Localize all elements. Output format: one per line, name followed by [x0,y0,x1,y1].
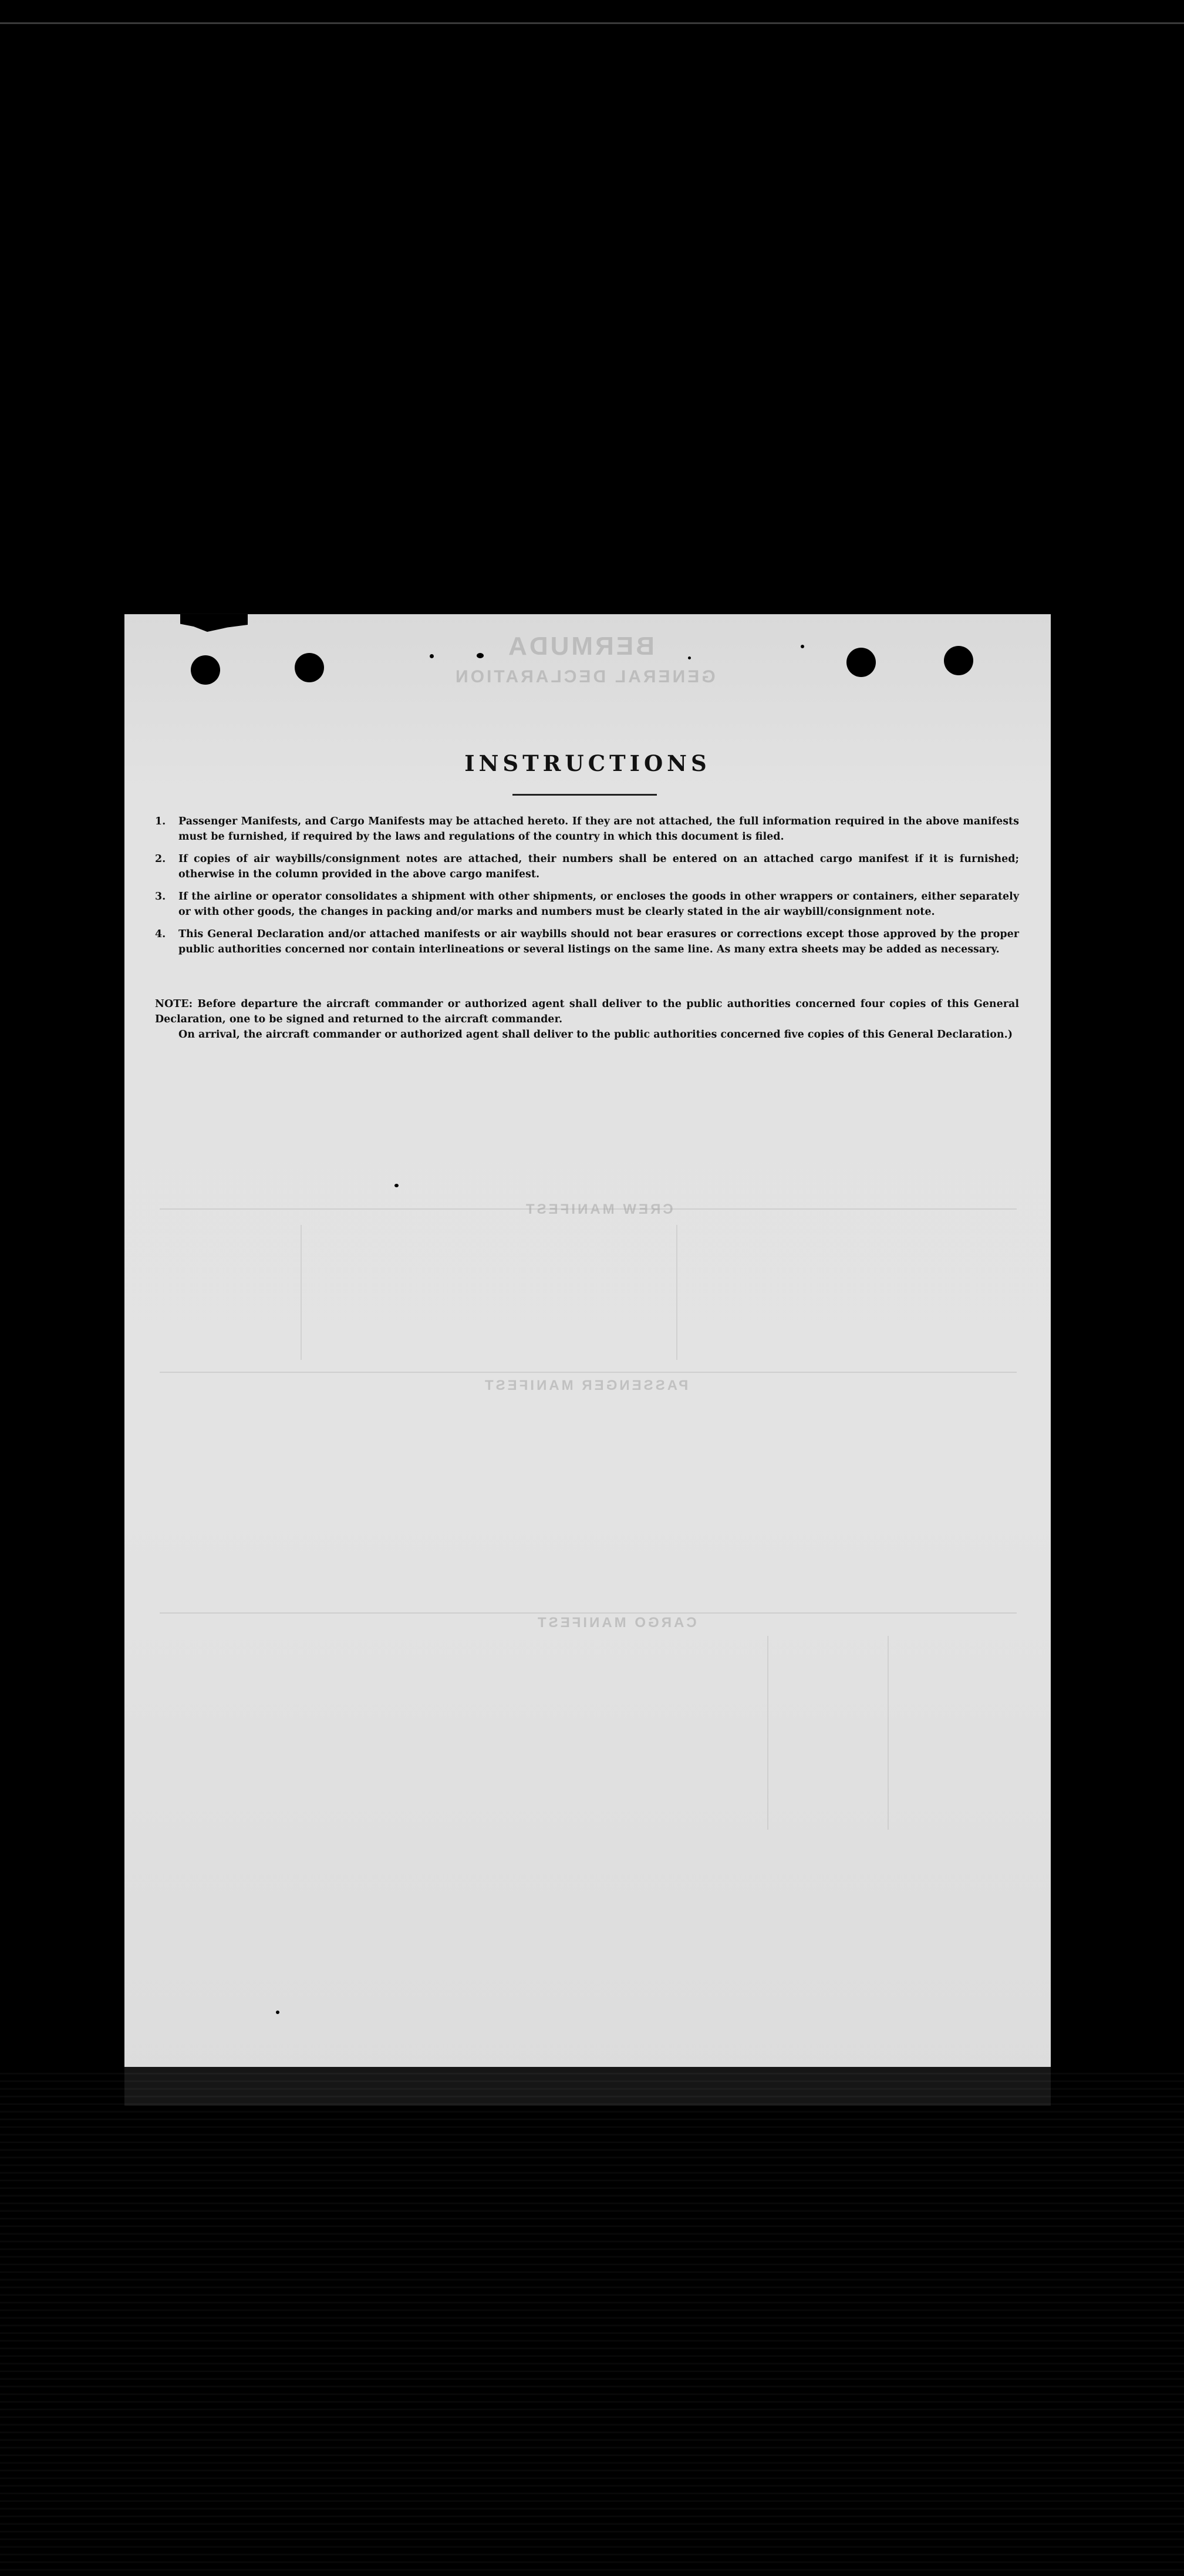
page-title: INSTRUCTIONS [464,750,711,776]
bleed-through-text: CREW MANIFEST [524,1201,673,1217]
note-block [155,996,1019,1042]
instruction-text: Passenger Manifests, and Cargo Manifests may be attached hereto. If they are not attached, the full information required in the above manifests must be furnished, if required by the laws and regulations of the country in which this document is filed. [178,816,1019,843]
ink-speck [477,653,484,658]
punch-hole-2 [295,653,324,682]
note-paragraph-1 [155,996,1019,1027]
instruction-item [155,927,1019,957]
ink-speck [688,656,691,659]
ink-speck [394,1184,399,1187]
instruction-text: If the airline or operator consolidates a shipment with other shipments, or encloses the goods in other wrappers or containers, either separately or with other goods, the changes in packing and/or marks and numbers must be clearly stated in the air waybill/consignment note. [178,891,1019,918]
instruction-number: 4. [155,928,166,940]
instruction-number: 2. [155,853,166,865]
instructions-list [155,814,1019,964]
bleed-through-rule [160,1612,1017,1614]
bleed-through-rule [676,1225,677,1360]
title-underline [512,794,657,796]
instruction-number: 3. [155,891,166,903]
torn-corner [180,614,248,632]
instruction-text: This General Declaration and/or attached manifests or air waybills should not bear erasures or corrections except those approved by the proper public authorities concerned nor contain interlineations or several listings on the same line. As many extra sheets may be added as necessary. [178,928,1019,955]
bleed-through-text: PASSENGER MANIFEST [483,1378,689,1393]
bleed-through-rule [301,1225,302,1360]
ink-speck [430,654,434,658]
note-paragraph-2 [155,1027,1019,1042]
punch-hole-3 [846,648,876,677]
bleed-through-rule [767,1636,768,1830]
bleed-through-text: BERMUDA [506,632,655,661]
ink-speck [276,2011,279,2014]
scanner-noise-band [0,2067,1184,2576]
bleed-through-rule [160,1372,1017,1373]
note-text-2: On arrival, the aircraft commander or authorized agent shall deliver to the public authorities concerned five copies of this General Declaration.) [178,1029,1013,1040]
punch-hole-1 [191,655,220,685]
note-text-1: Before departure the aircraft commander or authorized agent shall deliver to the public authorities concerned four copies of this General Declaration, one to be signed and returned to the aircraft commander. [155,998,1019,1025]
scanner-edge-line [0,22,1184,24]
instruction-text: If copies of air waybills/consignment notes are attached, their numbers shall be entered on an attached cargo manifest if it is furnished; otherwise in the column provided in the above cargo manifest. [178,853,1019,880]
note-label: NOTE: [155,998,193,1010]
ink-speck [801,645,804,648]
bleed-through-text: CARGO MANIFEST [535,1615,697,1631]
instruction-number: 1. [155,816,166,827]
instruction-item [155,889,1019,920]
instruction-item [155,851,1019,882]
instruction-item [155,814,1019,844]
punch-hole-4 [944,646,973,675]
bleed-through-rule [888,1636,889,1830]
document-page [124,614,1051,2106]
bleed-through-text: GENERAL DECLARATION [453,667,716,686]
